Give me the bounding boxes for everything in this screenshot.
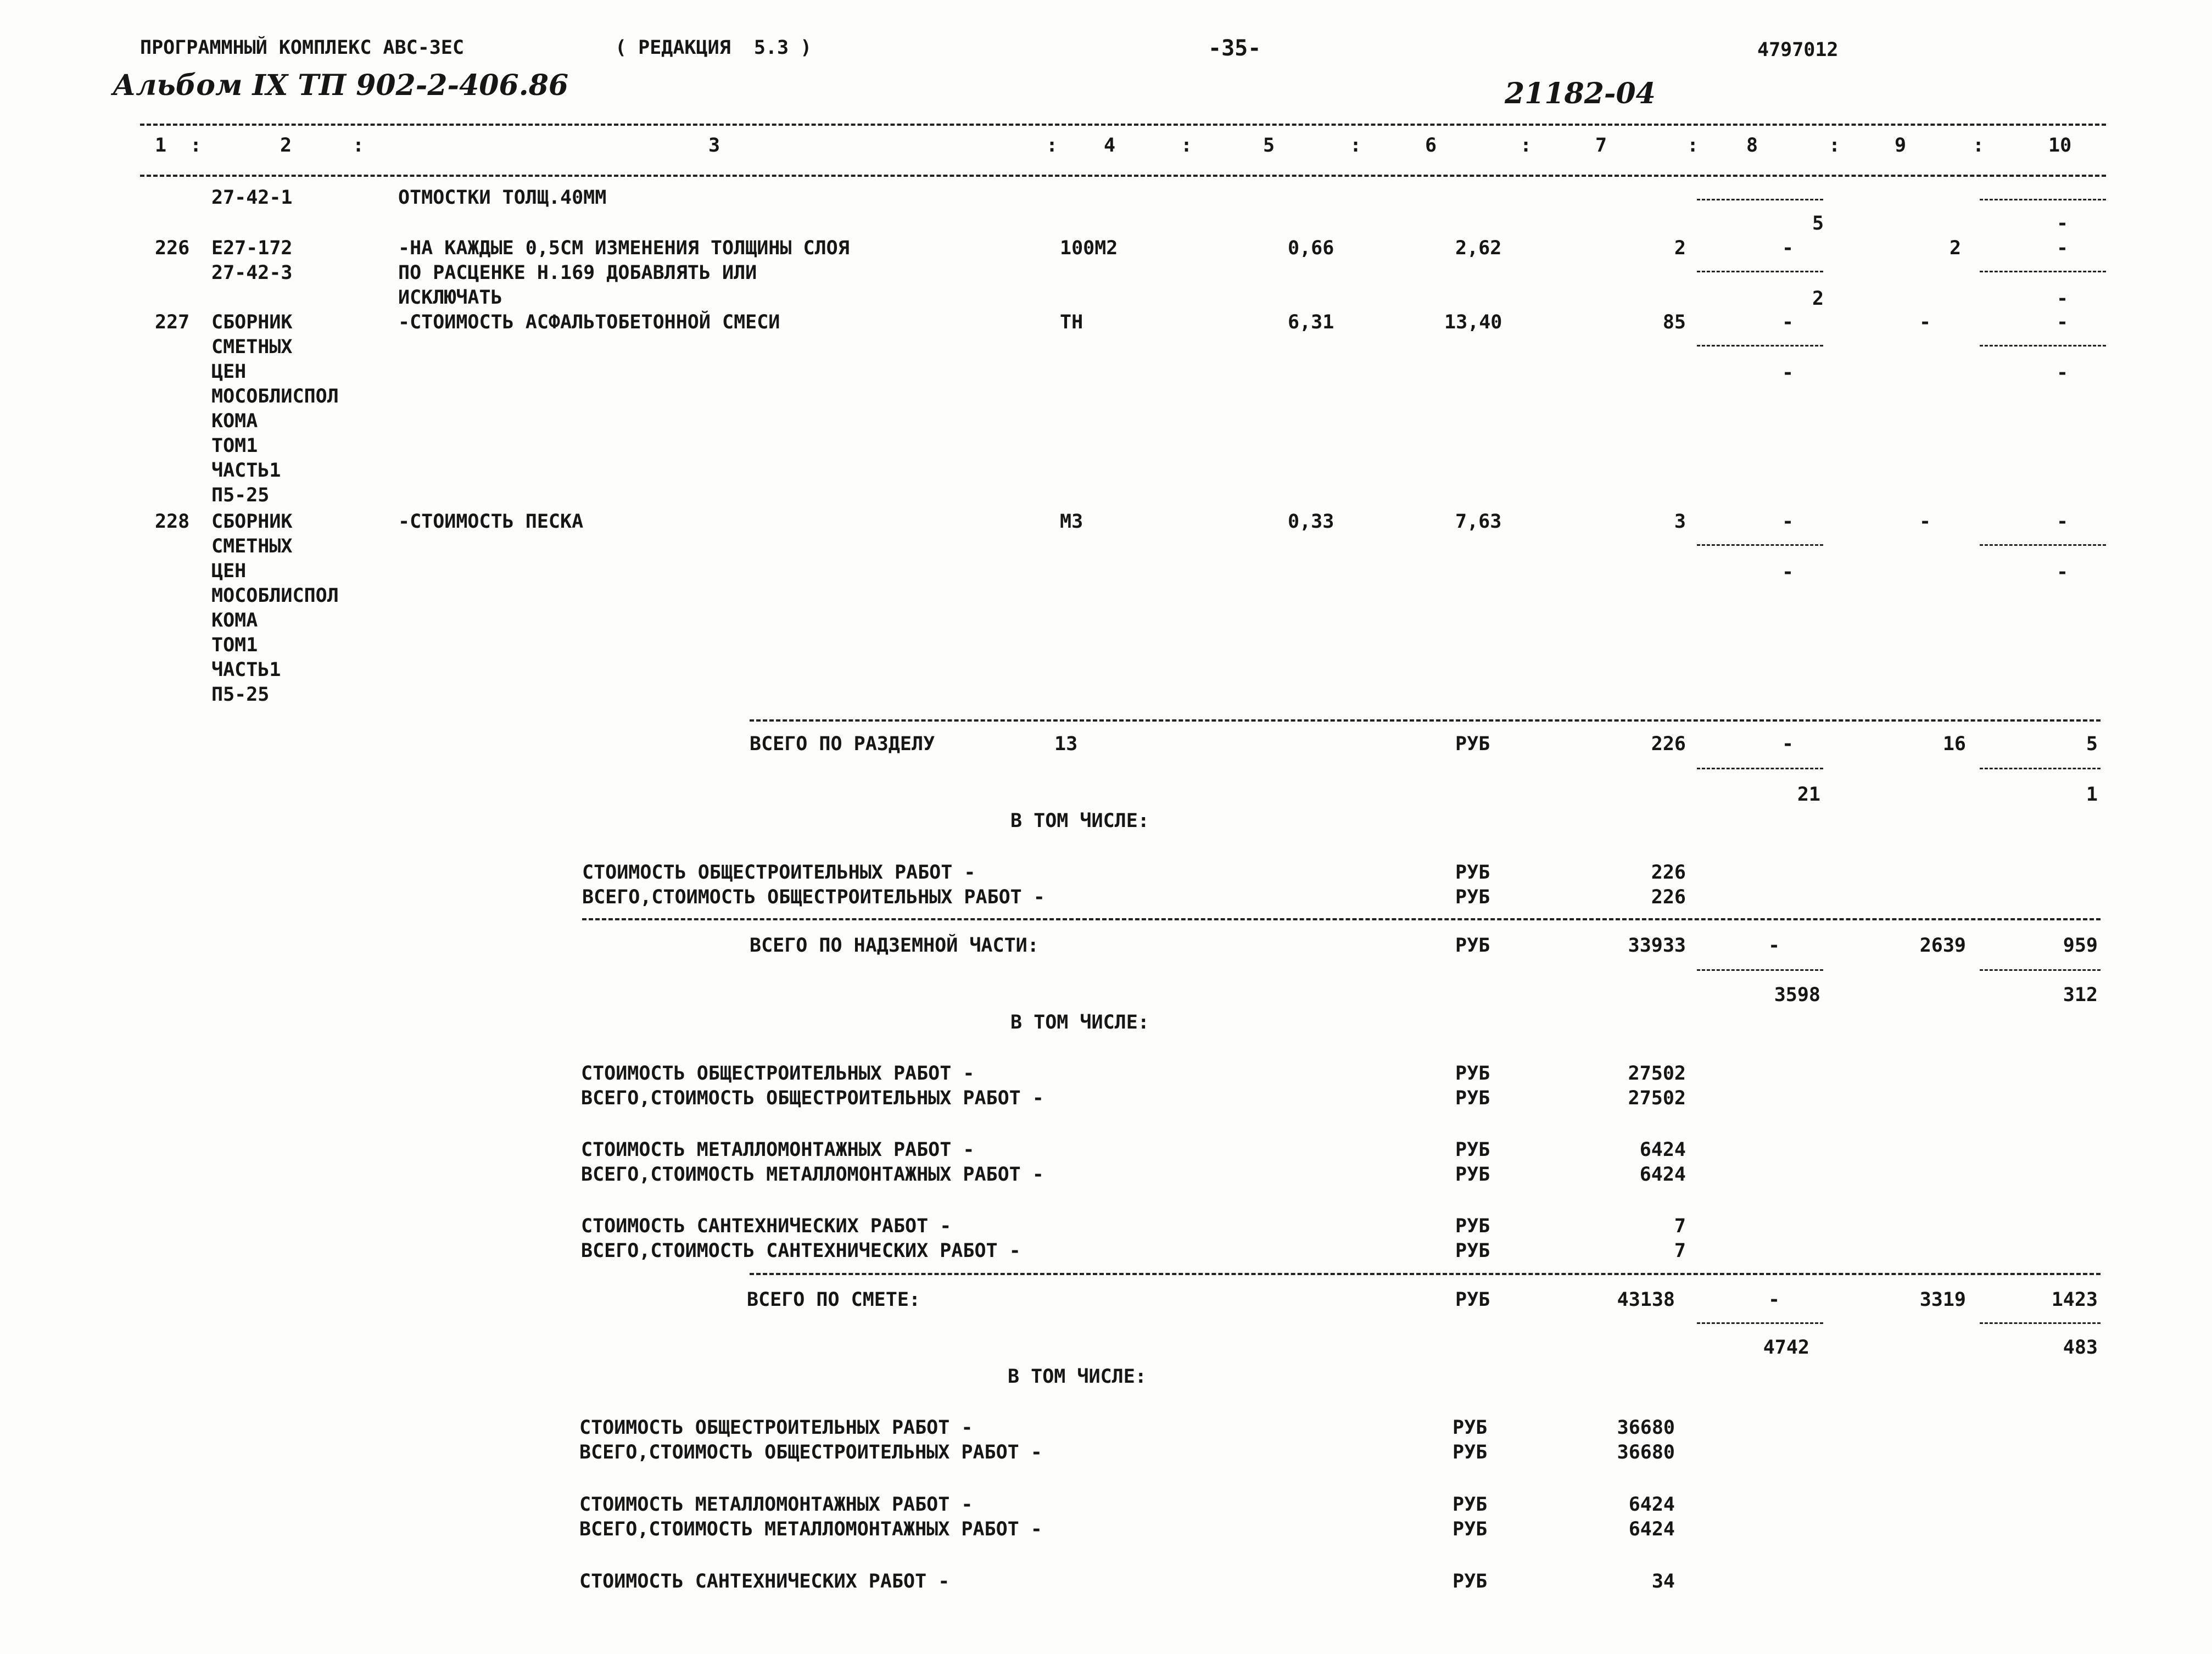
row-description: ИСКЛЮЧАТЬ [398, 287, 502, 309]
above-total-label: ВСЕГО ПО НАДЗЕМНОЙ ЧАСТИ: [750, 935, 1039, 957]
col-sep: : [190, 135, 202, 157]
row-total: 2 [1674, 237, 1686, 259]
row-c8: 2 [1812, 288, 1824, 310]
row-c10: - [2057, 311, 2069, 333]
breakdown-value: 226 [1651, 886, 1686, 908]
section-c10: 5 [2086, 733, 2098, 755]
row-code: 27-42-1 [211, 187, 293, 209]
above-total-value: 33933 [1628, 935, 1686, 957]
row-code: ТОМ1 [211, 634, 258, 656]
row-quantity: 0,66 [1288, 237, 1334, 259]
row-c8: 5 [1812, 213, 1824, 234]
sub-rule [1980, 969, 2101, 971]
col-sep: : [1181, 135, 1193, 157]
breakdown-unit: РУБ [1455, 1063, 1490, 1085]
row-c8: - [1782, 237, 1794, 259]
row-code: Е27-172 [211, 237, 293, 259]
estimate-total-label: ВСЕГО ПО СМЕТЕ: [747, 1289, 921, 1311]
row-description: ПО РАСЦЕНКЕ Н.169 ДОБАВЛЯТЬ ИЛИ [398, 262, 757, 284]
row-c8: - [1782, 561, 1794, 583]
row-quantity: 6,31 [1288, 311, 1334, 333]
breakdown-unit: РУБ [1455, 1164, 1490, 1186]
section-total-value: 226 [1651, 733, 1686, 755]
row-c10: - [2057, 561, 2069, 583]
col-sep: : [1687, 135, 1699, 157]
section-c8: 21 [1797, 784, 1820, 806]
row-code: ЧАСТЬ1 [211, 659, 281, 681]
row-code: П5-25 [211, 684, 270, 706]
col-3: 3 [708, 135, 720, 157]
sub-rule [1980, 768, 2101, 769]
section-rule [582, 918, 2101, 920]
album-handwritten: Альбом IX ТП 902-2-406.86 [113, 69, 569, 102]
breakdown-value: 36680 [1617, 1417, 1675, 1439]
estimate-c9: 3319 [1919, 1289, 1966, 1311]
sub-rule [1980, 544, 2106, 546]
breakdown-label: СТОИМОСТЬ ОБЩЕСТРОИТЕЛЬНЫХ РАБОТ - [581, 1063, 975, 1085]
estimate-c8: 4742 [1763, 1337, 1809, 1359]
section-rule [750, 1273, 2101, 1275]
row-c10: - [2057, 362, 2069, 384]
row-price: 7,63 [1455, 511, 1502, 533]
breakdown-label: ВСЕГО,СТОИМОСТЬ МЕТАЛЛОМОНТАЖНЫХ РАБОТ - [581, 1164, 1044, 1186]
sheet-code-handwritten: 21182-04 [1505, 77, 1656, 110]
row-description: ОТМОСТКИ ТОЛЩ.40ММ [398, 187, 607, 209]
breakdown-label: СТОИМОСТЬ МЕТАЛЛОМОНТАЖНЫХ РАБОТ - [579, 1494, 973, 1516]
col-7: 7 [1595, 135, 1607, 157]
row-code: КОМА [211, 410, 258, 432]
row-code: ЦЕН [211, 361, 247, 383]
row-code: СБОРНИК [211, 311, 293, 333]
row-number: 228 [155, 511, 190, 533]
row-unit: 100М2 [1060, 237, 1118, 259]
breakdown-unit: РУБ [1455, 1087, 1490, 1109]
row-unit: ТН [1060, 311, 1083, 333]
breakdown-value: 36680 [1617, 1441, 1675, 1463]
estimate-total-value: 43138 [1617, 1289, 1675, 1311]
program-name: ПРОГРАММНЫЙ КОМПЛЕКС АВС-ЗЕС [140, 37, 465, 59]
breakdown-unit: РУБ [1453, 1441, 1488, 1463]
col-6: 6 [1425, 135, 1437, 157]
above-c10: 312 [2063, 984, 2098, 1006]
breakdown-label: ВСЕГО,СТОИМОСТЬ МЕТАЛЛОМОНТАЖНЫХ РАБОТ - [579, 1518, 1042, 1540]
breakdown-value: 34 [1651, 1571, 1675, 1592]
estimate-c8: - [1768, 1289, 1780, 1311]
breakdown-unit: РУБ [1455, 1215, 1490, 1237]
row-total: 85 [1662, 311, 1686, 333]
sub-rule [1697, 345, 1823, 347]
row-c8: - [1782, 511, 1794, 533]
breakdown-label: ВСЕГО,СТОИМОСТЬ ОБЩЕСТРОИТЕЛЬНЫХ РАБОТ - [581, 1087, 1044, 1109]
breakdown-value: 6424 [1628, 1518, 1675, 1540]
above-c10: 959 [2063, 935, 2098, 957]
row-c9: 2 [1950, 237, 1962, 259]
breakdown-unit: РУБ [1453, 1494, 1488, 1516]
row-code: ЧАСТЬ1 [211, 460, 281, 482]
row-price: 2,62 [1455, 237, 1502, 259]
col-4: 4 [1104, 135, 1116, 157]
sub-rule [1697, 768, 1823, 769]
breakdown-unit: РУБ [1455, 886, 1490, 908]
breakdown-value: 7 [1674, 1215, 1686, 1237]
breakdown-label: ВСЕГО,СТОИМОСТЬ ОБЩЕСТРОИТЕЛЬНЫХ РАБОТ - [579, 1441, 1042, 1463]
row-description: -СТОИМОСТЬ ПЕСКА [398, 511, 584, 533]
breakdown-unit: РУБ [1455, 1240, 1490, 1262]
breakdown-unit: РУБ [1453, 1417, 1488, 1439]
col-sep: : [1829, 135, 1841, 157]
row-code: СМЕТНЫХ [211, 535, 293, 557]
row-c10: - [2057, 213, 2069, 234]
section-total-label: ВСЕГО ПО РАЗДЕЛУ [750, 733, 935, 755]
edition: ( РЕДАКЦИЯ 5.3 ) [615, 37, 812, 59]
row-code: МОСОБЛИСПОЛ [211, 385, 339, 407]
breakdown-value: 6424 [1639, 1164, 1686, 1186]
row-code: МОСОБЛИСПОЛ [211, 585, 339, 607]
col-sep: : [1046, 135, 1058, 157]
breakdown-value: 226 [1651, 862, 1686, 884]
breakdown-label: СТОИМОСТЬ ОБЩЕСТРОИТЕЛЬНЫХ РАБОТ - [582, 862, 976, 884]
breakdown-label: СТОИМОСТЬ МЕТАЛЛОМОНТАЖНЫХ РАБОТ - [581, 1139, 975, 1161]
row-c9: - [1919, 311, 1931, 333]
row-quantity: 0,33 [1288, 511, 1334, 533]
col-sep: : [1520, 135, 1532, 157]
header-bottom-rule [140, 175, 2106, 177]
section-unit: РУБ [1455, 733, 1490, 755]
row-code: П5-25 [211, 484, 270, 506]
breakdown-label: СТОИМОСТЬ САНТЕХНИЧЕСКИХ РАБОТ - [581, 1215, 952, 1237]
col-2: 2 [280, 135, 292, 157]
col-sep: : [1350, 135, 1362, 157]
estimate-c10: 483 [2063, 1337, 2098, 1359]
including-label: В ТОМ ЧИСЛЕ: [1008, 1366, 1147, 1388]
col-8: 8 [1746, 135, 1758, 157]
sub-rule [1697, 199, 1823, 200]
row-code: КОМА [211, 610, 258, 632]
section-number: 13 [1054, 733, 1078, 755]
above-c8: - [1768, 935, 1780, 957]
section-c8: - [1782, 733, 1794, 755]
breakdown-value: 6424 [1639, 1139, 1686, 1161]
breakdown-label: ВСЕГО,СТОИМОСТЬ ОБЩЕСТРОИТЕЛЬНЫХ РАБОТ - [582, 886, 1045, 908]
col-5: 5 [1263, 135, 1275, 157]
row-number: 227 [155, 311, 190, 333]
row-c10: - [2057, 237, 2069, 259]
sub-rule [1697, 969, 1823, 971]
row-c8: - [1782, 362, 1794, 384]
document-number: 4797012 [1757, 39, 1839, 61]
row-c9: - [1919, 511, 1931, 533]
sub-rule [1980, 271, 2106, 272]
breakdown-unit: РУБ [1453, 1571, 1488, 1592]
row-description: -СТОИМОСТЬ АСФАЛЬТОБЕТОННОЙ СМЕСИ [398, 311, 780, 333]
col-1: 1 [155, 135, 167, 157]
including-label: В ТОМ ЧИСЛЕ: [1010, 1012, 1149, 1033]
breakdown-label: СТОИМОСТЬ САНТЕХНИЧЕСКИХ РАБОТ - [579, 1571, 950, 1592]
above-c8: 3598 [1774, 984, 1820, 1006]
row-description: -НА КАЖДЫЕ 0,5СМ ИЗМЕНЕНИЯ ТОЛЩИНЫ СЛОЯ [398, 237, 850, 259]
breakdown-value: 27502 [1628, 1087, 1686, 1109]
breakdown-label: ВСЕГО,СТОИМОСТЬ САНТЕХНИЧЕСКИХ РАБОТ - [581, 1240, 1021, 1262]
above-c9: 2639 [1919, 935, 1966, 957]
section-c10: 1 [2086, 784, 2098, 806]
row-c10: - [2057, 511, 2069, 533]
col-9: 9 [1895, 135, 1907, 157]
sub-rule [1980, 1322, 2101, 1324]
row-total: 3 [1674, 511, 1686, 533]
row-code: ЦЕН [211, 560, 247, 582]
row-code: 27-42-3 [211, 262, 293, 284]
sub-rule [1980, 345, 2106, 347]
breakdown-label: СТОИМОСТЬ ОБЩЕСТРОИТЕЛЬНЫХ РАБОТ - [579, 1417, 973, 1439]
row-code: СБОРНИК [211, 511, 293, 533]
col-10: 10 [2048, 135, 2072, 157]
row-c8: - [1782, 311, 1794, 333]
col-sep: : [353, 135, 365, 157]
estimate-total-unit: РУБ [1455, 1289, 1490, 1311]
table-top-rule [140, 124, 2106, 126]
col-sep: : [1973, 135, 1985, 157]
including-label: В ТОМ ЧИСЛЕ: [1010, 810, 1149, 832]
row-code: СМЕТНЫХ [211, 336, 293, 358]
sub-rule [1697, 271, 1823, 272]
section-rule [750, 719, 2101, 722]
row-code: ТОМ1 [211, 435, 258, 457]
sub-rule [1697, 1322, 1823, 1324]
breakdown-value: 6424 [1628, 1494, 1675, 1516]
row-c10: - [2057, 288, 2069, 310]
row-unit: М3 [1060, 511, 1083, 533]
breakdown-unit: РУБ [1453, 1518, 1488, 1540]
breakdown-value: 27502 [1628, 1063, 1686, 1085]
estimate-c10: 1423 [2051, 1289, 2098, 1311]
page-number: -35- [1208, 36, 1261, 61]
row-number: 226 [155, 237, 190, 259]
breakdown-unit: РУБ [1455, 1139, 1490, 1161]
breakdown-unit: РУБ [1455, 862, 1490, 884]
section-c9: 16 [1942, 733, 1966, 755]
sub-rule [1697, 544, 1823, 546]
sub-rule [1980, 199, 2106, 200]
above-total-unit: РУБ [1455, 935, 1490, 957]
breakdown-value: 7 [1674, 1240, 1686, 1262]
row-price: 13,40 [1444, 311, 1502, 333]
